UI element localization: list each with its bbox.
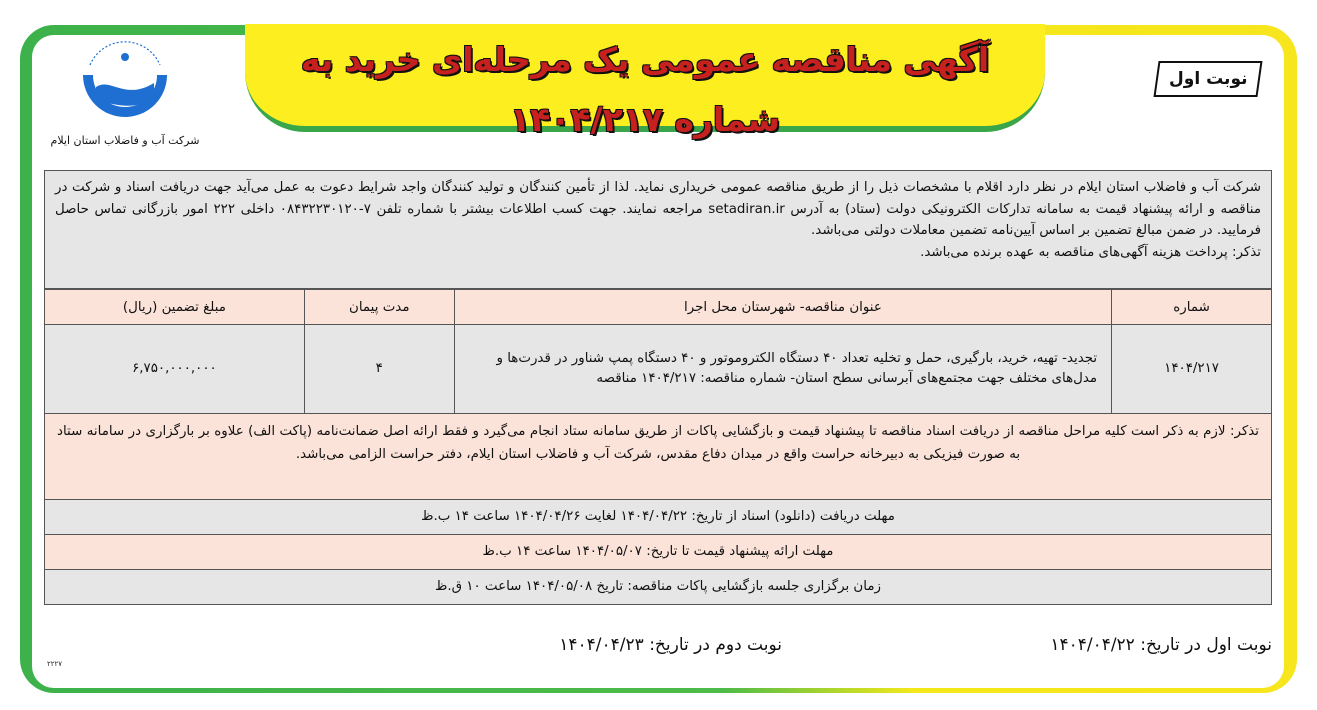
second-publication-date: نوبت دوم در تاریخ: ۱۴۰۴/۰۴/۲۳ <box>559 635 782 655</box>
opening-session: زمان برگزاری جلسه بازگشایی پاکات مناقصه: تاریخ ۱۴۰۴/۰۵/۰۸ ساعت ۱۰ ق.ظ <box>44 570 1272 605</box>
tender-table <box>44 289 1272 414</box>
intro-text: شرکت آب و فاضلاب استان ایلام در نظر دارد اقلام با مشخصات ذیل را از طریق مناقصه عمومی خریداری نماید. لذا از تأمین کنندگان و تولید کنندگان واجد شرایط دعوت به عمل می‌آید جهت دریافت اسناد و شرکت در مناقصه و ارائه پیشنهاد قیمت به سامانه تدارکات الکترونیکی دولت (ستاد) به آدرس setadiran.ir مراجعه نمایند. جهت کسب اطلاعات بیشتر با شماره تلفن ۷-۰۸۴۳۲۲۳۰۱۲۰ داخلی ۲۲۲ امور بازرگانی تماس حاصل فرمایید. در ضمن مبالغ تضمین بر اساس آیین‌نامه تضمین معاملات دولتی می‌باشد. <box>55 180 1262 238</box>
submission-deadline: مهلت ارائه پیشنهاد قیمت تا تاریخ: ۱۴۰۴/۰۵/۰۷ ساعت ۱۴ ب.ظ <box>44 535 1272 570</box>
header-title: عنوان مناقصه- شهرستان محل اجرا <box>454 290 1111 325</box>
first-publication-date: نوبت اول در تاریخ: ۱۴۰۴/۰۴/۲۲ <box>1050 635 1272 655</box>
header-number: شماره <box>1112 290 1272 325</box>
table-row <box>45 325 1272 414</box>
water-company-logo-icon <box>70 35 180 130</box>
organization-name: شرکت آب و فاضلاب استان ایلام <box>50 134 200 147</box>
cell-title: تجدید- تهیه، خرید، بارگیری، حمل و تخلیه تعداد ۴۰ دستگاه الکتروموتور و ۴۰ دستگاه پمپ شناور در قدرت‌ها و مدل‌های مختلف جهت مجتمع‌های آبرسانی سطح استان- شماره مناقصه: ۱۴۰۴/۲۱۷ مناقصه <box>454 325 1111 414</box>
ad-title: آگهی مناقصه عمومی یک مرحله‌ای خرید به شماره ۱۴۰۴/۲۱۷ <box>300 40 990 139</box>
header-guarantee: مبلغ تضمین (ریال) <box>45 290 305 325</box>
ad-code: ۲۲۲۷ <box>47 660 63 668</box>
ad-body <box>44 170 1272 605</box>
cell-duration: ۴ <box>304 325 454 414</box>
cell-number: ۱۴۰۴/۲۱۷ <box>1112 325 1272 414</box>
header-duration: مدت پیمان <box>304 290 454 325</box>
security-notice: تذکر: لازم به ذکر است کلیه مراحل مناقصه از دریافت اسناد مناقصه تا پیشنهاد قیمت و بازگشایی پاکات از طریق سامانه ستاد انجام می‌گیرد و فقط ارائه اصل ضمانت‌نامه (پاکت الف) علاوه بر بارگزاری در سامانه ستاد به صورت فیزیکی به دبیرخانه حراست واقع در میدان دفاع مقدس، شرکت آب و فاضلاب استان ایلام، دفتر حراست الزامی می‌باشد. <box>44 414 1272 500</box>
round-badge <box>1153 61 1262 97</box>
intro-block <box>44 170 1272 289</box>
fee-note: تذکر: پرداخت هزینه آگهی‌های مناقصه به عهده برنده می‌باشد. <box>920 244 1261 260</box>
publication-dates <box>44 629 1272 661</box>
cell-guarantee: ۶,۷۵۰,۰۰۰,۰۰۰ <box>45 325 305 414</box>
download-deadline: مهلت دریافت (دانلود) اسناد از تاریخ: ۱۴۰۴/۰۴/۲۲ لغایت ۱۴۰۴/۰۴/۲۶ ساعت ۱۴ ب.ظ <box>44 500 1272 535</box>
round-badge-label: نوبت اول <box>1168 69 1248 89</box>
table-header-row <box>45 290 1272 325</box>
